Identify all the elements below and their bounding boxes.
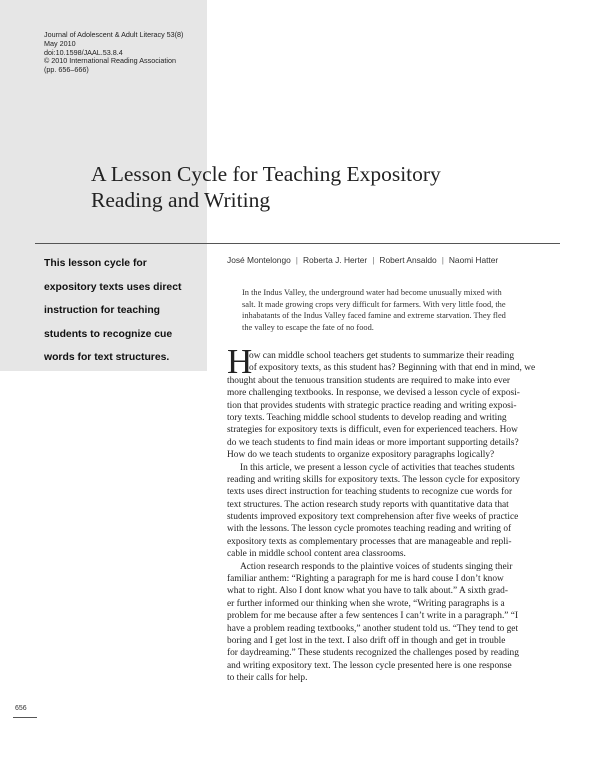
epigraph-line: the valley to escape the fate of no food. [242,323,374,333]
epigraph-line: salt. It made growing crops very difficult for farmers. With very little food, the [242,299,506,309]
body-line: with the lessons. The lesson cycle promotes teaching reading and writing of [227,524,512,535]
body-line: tion that provides students with strategic practice reading and writing exposi- [227,400,517,411]
body-line: texts uses direct instruction for teaching students to recognize cue words for [227,487,513,498]
journal-metadata [44,31,183,75]
author-name: Roberta J. Herter [302,255,368,265]
pull-quote-line: This lesson cycle for [44,258,147,269]
body-line: have a problem reading textbooks,” another student told us. “They tend to get [227,623,519,634]
body-line: more challenging textbooks. In response, we devised a lesson cycle of exposi- [227,388,520,399]
author-list [227,255,498,265]
body-line: what to right. Also I dont know what you have to talk about.” A sixth grad- [227,586,508,597]
pull-quote-line: instruction for teaching [44,305,161,316]
body-line: expository texts as complementary processes that are manageable and repli- [227,536,512,547]
pull-quote-line: expository texts uses direct [44,281,182,293]
body-line: strategies for expository texts is difficult, even for experienced teachers. How [227,425,518,436]
body-line: for daydreaming.” These students recognized the challenges posed by reading [227,648,519,659]
journal-citation: Journal of Adolescent & Adult Literacy 53(8) [44,30,184,39]
pull-quote-line: words for text structures. [44,352,170,363]
page-number: 656 [15,705,27,712]
author-name: Naomi Hatter [448,255,499,265]
body-line: How do we teach students to organize expository paragraphs logically? [227,450,495,461]
author-separator: | [295,255,298,265]
top-divider [35,243,560,244]
epigraph-line: inhabatants of the Indus Valley faced famine and extreme starvation. They fled [242,311,506,321]
body-line: familiar anthem: “Righting a paragraph for me is hard couse I don’t know [227,574,504,585]
epigraph [242,287,552,334]
body-line: tory texts. Teaching middle school students to develop reading and writing [227,412,507,423]
body-line: do we teach students to find main ideas or more important supporting details? [227,437,519,448]
body-line: boring and I get lost in the text. I also drift off in though and get in trouble [227,635,506,646]
body-line: and writing expository text. The lesson cycle presented here is one response [227,660,512,671]
page-range: (pp. 656–666) [44,65,89,75]
body-line: cable in middle school content area classrooms. [227,549,406,560]
body-line: In this article, we present a lesson cycle of activities that teaches students [240,462,515,473]
author-name: Robert Ansaldo [379,255,437,265]
body-line: problem for me because after a few sentences I can’t write in a paragraph.” “I [227,611,519,622]
body-line: to their calls for help. [227,673,308,684]
body-line: students improved expository text comprehension after five weeks of practice [227,512,519,523]
title-line: Reading and Writing [91,188,271,212]
body-line: thought about the tenuous transition students are required to make into ever [227,375,511,386]
body-line: Action research responds to the plaintive voices of students singing their [240,561,513,572]
article-title [91,161,531,213]
drop-cap: H [227,342,253,381]
doi: doi:10.1598/JAAL.53.8.4 [44,47,123,57]
body-line: er further informed our thinking when she wrote, “Writing paragraphs is a [227,598,505,609]
body-text [227,350,557,685]
title-line: A Lesson Cycle for Teaching Expository [91,162,441,186]
pull-quote-line: students to recognize cue [44,328,173,340]
author-separator: | [372,255,375,265]
publication-date: May 2010 [44,38,76,48]
body-line: ow can middle school teachers get students to summarize their reading [249,351,515,361]
body-line: of expository texts, as this student has? Beginning with that end in mind, we [249,363,536,374]
author-name: José Montelongo [227,255,291,265]
author-separator: | [441,255,444,265]
page-number-rule [13,717,37,718]
pull-quote [44,252,194,370]
copyright: © 2010 International Reading Association [44,56,176,66]
epigraph-line: In the Indus Valley, the underground water had become unusually mixed with [242,288,502,297]
body-line: text structures. The action research study reports with quantitative data that [227,499,509,510]
body-line: reading and writing skills for expository texts. The lesson cycle for expository [227,474,520,485]
